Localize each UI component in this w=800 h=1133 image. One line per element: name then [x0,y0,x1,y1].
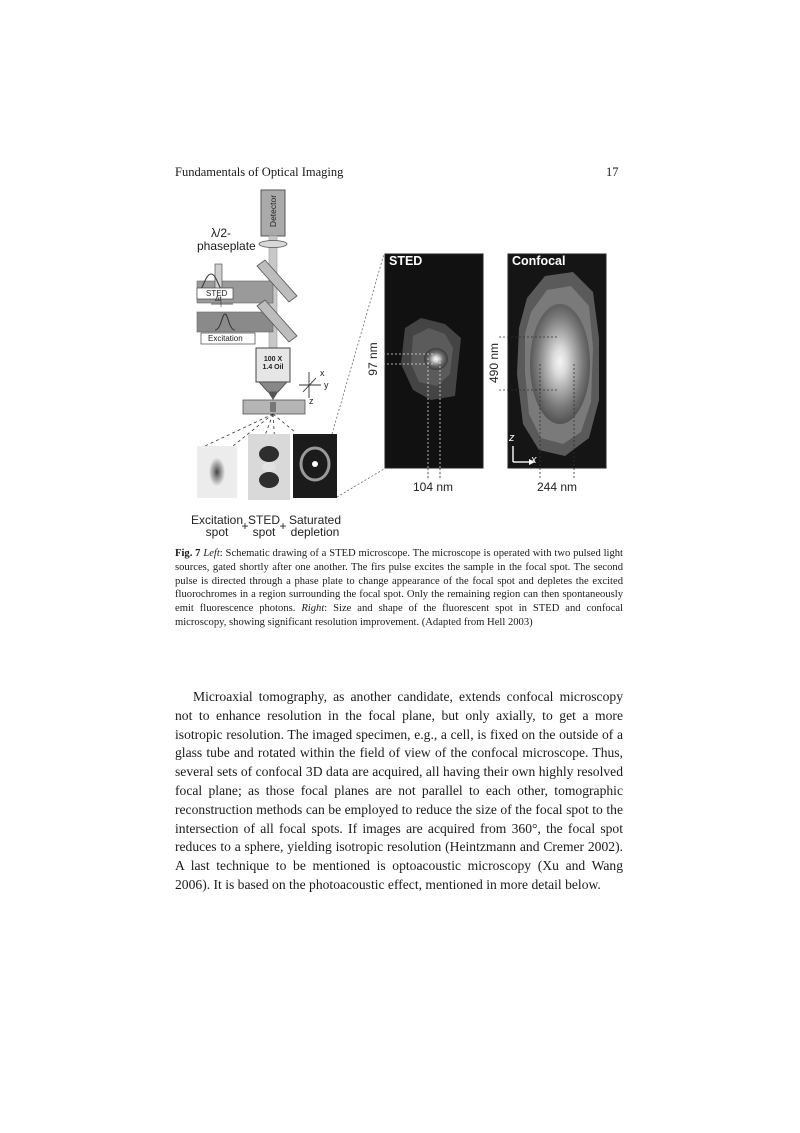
figure-caption [175,547,623,630]
caption-fig-label: Fig. 7 [175,548,201,559]
axis-y-label: y [324,380,329,390]
sted-spot-label [247,514,281,538]
confocal-panel-title: Confocal [512,254,566,268]
objective-na: 1.4 Oil [262,364,284,371]
saturated-depletion-label [287,514,343,538]
caption-right-label: Right [301,603,325,615]
excitation-pulse-label: Excitation [208,334,243,343]
excitation-spot-label [189,514,245,538]
caption-right-text: : Size and shape of the fluorescent spot in STED and confocal microscopy, showing significant resolution improvement. (Adapted from Hell 2003) [175,603,623,628]
confocal-axis-z-label: z [509,432,515,444]
detector-label: Detector [268,194,278,228]
plus-sign-1: + [241,519,249,533]
delta-t-label: Δt [215,296,222,303]
caption-left-text: : Schematic drawing of a STED microscope. The microscope is operated with two pulsed light sources, gated shortly after one another. The firs pulse excites the sample in the focal spot. The second pulse is directed through a phase plate to change appearance of the focal spot and depletes the excited fluorochromes in a region surrounding the focal spot. Only the remaining region can then spontaneously emit fluorescence photons. [175,548,623,615]
caption-left-label: Left [203,548,220,559]
sted-spot-label-line2: spot [252,525,276,539]
sted-pulse-label: STED [206,289,228,298]
body-paragraph: Microaxial tomography, as another candidate, extends confocal microscopy not to enhance resolution in the focal plane, but only axially, to get a more isotropic resolution. The imaged specimen, e.g., a cell, is fixed on the outside of a glass tube and rotated within the field of view of the confocal microscope. Thus, several sets of confocal 3D data are acquired, all having their own highly resolved focal plane; as those focal planes are not parallel to each other, tomographic reconstruction methods can be employed to reduce the size of the focal spot to the intersection of all focal spots. If images are acquired from 360°, the focal spot reduces to a sphere, yielding isotropic resolution (Heintzmann and Cremer 2002). A last technique to be mentioned is optoacoustic microscopy (Xu and Wang 2006). It is based on the photoacoustic effect, mentioned in more detail below. [175,689,623,892]
figure-7 [175,188,625,540]
sted-width-label: 104 nm [413,480,454,494]
excitation-spot-label-line2: spot [205,525,229,539]
saturated-depletion-label-line1: Saturated [288,513,342,527]
objective-magnification: 100 X [263,356,283,363]
phaseplate-label-line2: phaseplate [197,239,256,253]
confocal-axis-x-label: x [531,454,537,466]
lens [259,241,287,248]
confocal-width-label: 244 nm [537,480,578,494]
running-title: Fundamentals of Optical Imaging [175,165,344,179]
phaseplate-label-line1: λ/2- [211,226,232,240]
excitation-spot-label-line1: Excitation [190,513,244,527]
sted-spot-label-line1: STED [247,513,280,527]
confocal-height-label: 490 nm [487,342,501,384]
plus-sign-2: + [279,519,287,533]
sted-height-label: 97 nm [366,342,380,376]
page-number: 17 [606,165,619,179]
axis-x-label: x [320,368,325,378]
sted-panel-title: STED [389,254,423,268]
saturated-depletion-label-line2: depletion [290,525,340,539]
excitation-beam [197,312,273,332]
axis-z-label: z [309,396,314,406]
